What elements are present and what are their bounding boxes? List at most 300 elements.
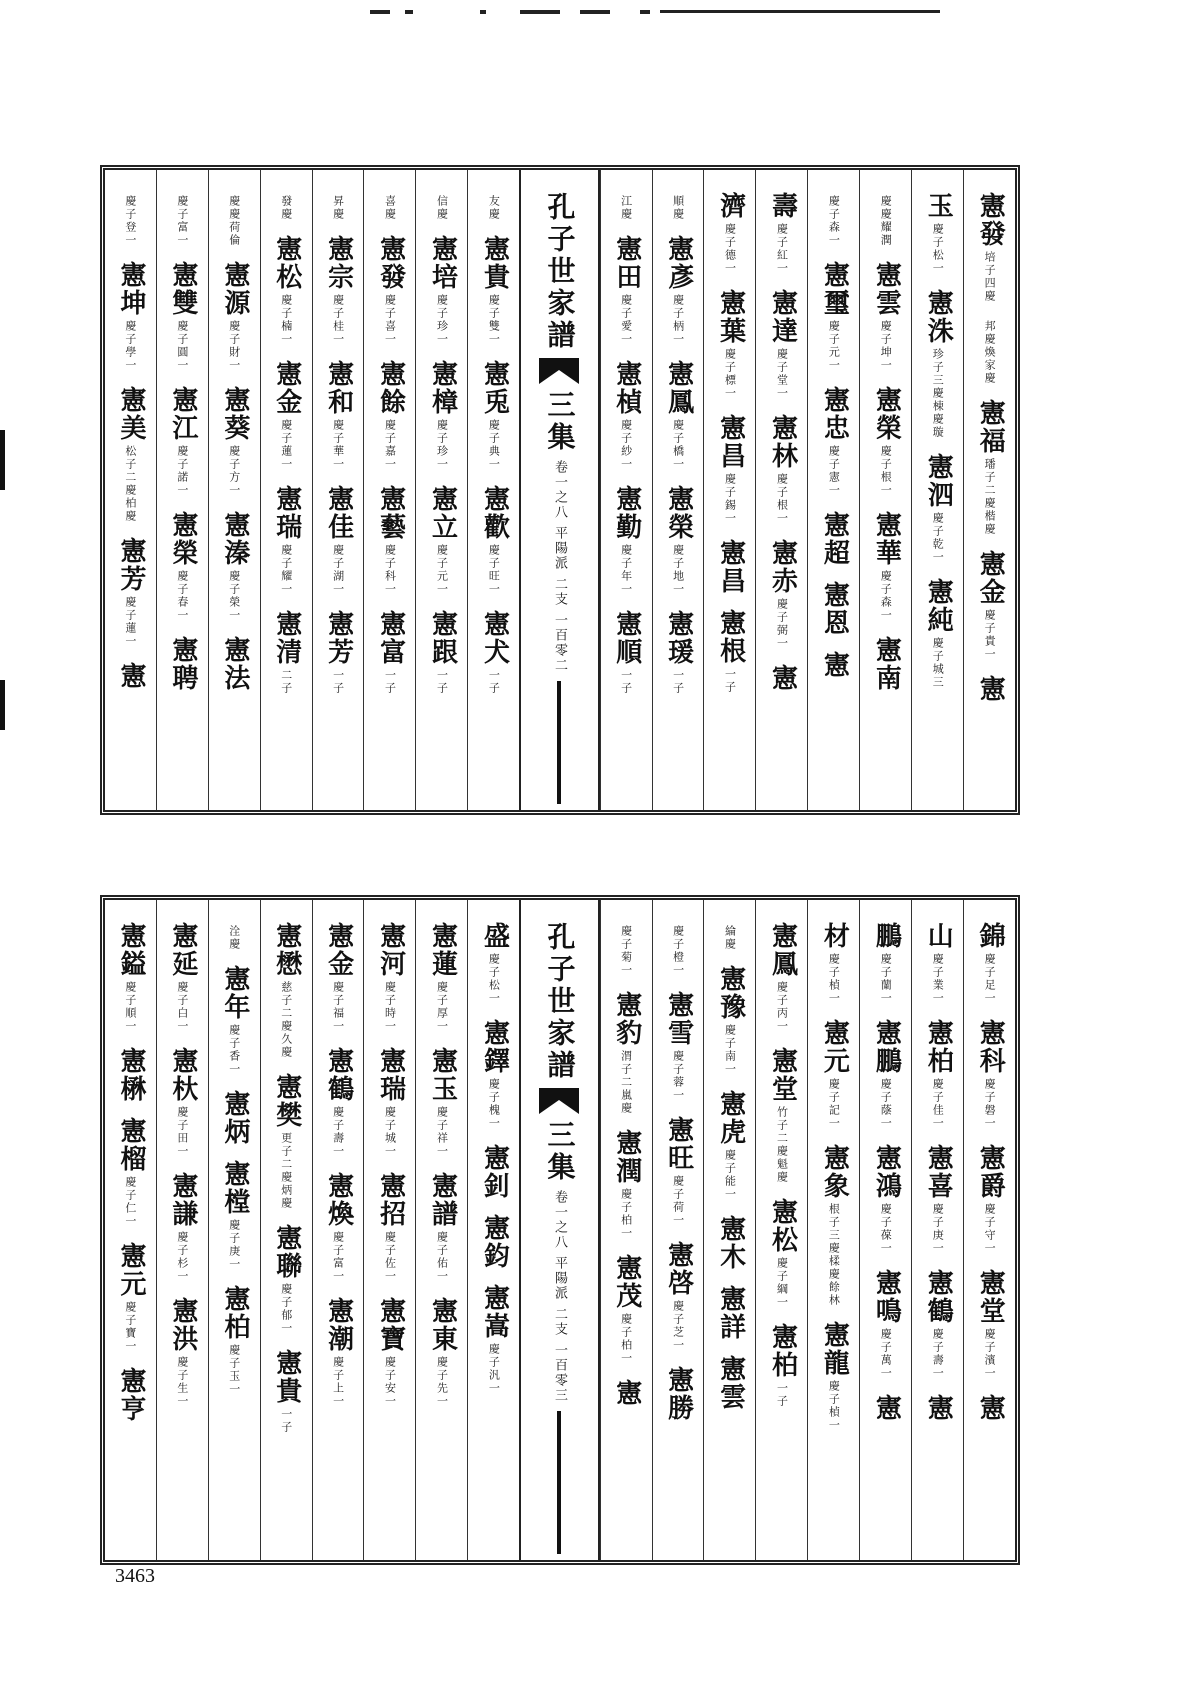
lineage-note: 慶子壽一 (331, 1106, 345, 1158)
lineage-note: 慶子佑一 (435, 1231, 449, 1283)
genealogy-column (859, 900, 911, 1560)
lineage-note: 慶子嘉一 (383, 419, 397, 471)
person-name: 憲樟 (427, 360, 458, 416)
lineage-note: 慶子弼一 (775, 598, 789, 650)
person-name: 憲南 (871, 636, 902, 692)
lineage-note: 慶子旺一 (487, 544, 501, 596)
person-name: 材 (819, 922, 850, 950)
person-name: 憲煥 (323, 1172, 354, 1228)
fish-tail-mark-icon (539, 1088, 579, 1114)
person-name: 憲發 (975, 192, 1006, 248)
person-entry (169, 1297, 196, 1408)
lineage-note: 慶子方一 (227, 445, 241, 497)
lineage-note: 慶子葆一 (879, 1203, 893, 1255)
lineage-note: 慶子福一 (331, 981, 345, 1033)
person-name: 憲鶴 (923, 1269, 954, 1325)
person-name: 憲譜 (427, 1172, 458, 1228)
genealogy-column (807, 900, 859, 1560)
person-entry (323, 1297, 354, 1408)
lineage-note: 慶子磐一 (983, 1078, 997, 1130)
person-name: 憲金 (975, 550, 1006, 606)
lineage-note: 一子 (331, 669, 345, 695)
lineage-note: 慶子庚一 (931, 1203, 945, 1255)
person-name: 憲泗 (923, 453, 954, 509)
person-name: 憲法 (219, 636, 250, 692)
person-entry (331, 192, 344, 221)
person-name: 憲聘 (167, 636, 198, 692)
column-grid (105, 170, 1015, 810)
person-entry (375, 485, 406, 596)
person-entry (221, 1090, 248, 1146)
person-entry (663, 1116, 694, 1227)
person-entry (427, 922, 458, 1033)
person-name: 憲富 (375, 610, 406, 666)
fish-tail-mark-icon (539, 358, 579, 384)
lineage-note: 慶慶荷倫 (227, 195, 241, 247)
person-name: 憲恩 (819, 581, 850, 637)
person-name: 憲忠 (819, 386, 850, 442)
lineage-note: 慶子圓一 (175, 320, 189, 372)
person-entry (479, 360, 510, 471)
lineage-note: 慈子二慶久慶 (279, 981, 293, 1059)
person-name: 憲雲 (715, 1355, 746, 1411)
lineage-note: 慶子橙一 (671, 925, 685, 977)
person-entry (169, 261, 196, 372)
person-name: 憲璽 (819, 261, 850, 317)
genealogy-column (105, 900, 156, 1560)
person-entry (611, 1379, 642, 1407)
lineage-note: 慶子寶一 (123, 1301, 137, 1353)
lineage-note: 慶子香一 (227, 1024, 241, 1076)
lineage-note: 慶子佳一 (931, 1078, 945, 1130)
person-entry (871, 1269, 902, 1380)
person-name: 憲純 (923, 578, 954, 634)
genealogy-column (415, 900, 467, 1560)
genealogy-column (363, 170, 415, 810)
lineage-note: 慶子柏一 (619, 1188, 633, 1240)
person-name: 錦 (975, 922, 1006, 950)
person-name: 憲潮 (323, 1297, 354, 1353)
spine-folio: 一百零三 (551, 1343, 567, 1403)
person-entry (479, 610, 510, 695)
person-entry (715, 192, 746, 275)
person-entry (271, 235, 302, 346)
person-name: 憲貴 (479, 235, 510, 291)
person-name: 憲兎 (479, 360, 510, 416)
lineage-note: 慶子守一 (983, 1203, 997, 1255)
person-entry (819, 1144, 850, 1307)
scan-edge-mark (0, 430, 5, 490)
lineage-note: 慶子珍一 (435, 294, 449, 346)
spine-title: 孔子世家譜 (543, 922, 577, 1082)
person-name: 憲根 (715, 609, 746, 665)
lineage-note: 慶子濱一 (983, 1328, 997, 1380)
lineage-note: 一子 (619, 669, 633, 695)
lineage-note: 慶子湖一 (331, 544, 345, 596)
lineage-note: 慶子庚一 (227, 1219, 241, 1271)
person-entry (221, 386, 248, 497)
genealogy-page-lower (100, 895, 1020, 1565)
person-name: 憲虎 (715, 1090, 746, 1146)
lineage-note: 慶子華一 (331, 419, 345, 471)
person-name: 憲發 (375, 235, 406, 291)
lineage-note: 喜慶 (383, 195, 397, 221)
person-entry (619, 192, 632, 221)
person-name: 憲 (975, 1394, 1006, 1422)
person-name: 憲葉 (715, 289, 746, 345)
person-name: 憲鈞 (479, 1214, 510, 1270)
person-name: 憲杕 (167, 1047, 198, 1103)
lineage-note: 慶子紗一 (619, 419, 633, 471)
lineage-note: 慶子松一 (487, 953, 501, 1005)
person-entry (427, 610, 458, 695)
column-grid (105, 900, 1015, 1560)
person-entry (819, 581, 850, 637)
lineage-note: 慶子生一 (175, 1356, 189, 1408)
lineage-note: 慶子科一 (383, 544, 397, 596)
lineage-note: 慶子仁一 (123, 1176, 137, 1228)
lineage-note: 根子三慶楺慶餘林 (827, 1203, 841, 1307)
person-name: 憲楨 (611, 360, 642, 416)
person-name: 憲歡 (479, 485, 510, 541)
person-entry (124, 192, 137, 247)
person-name: 憲華 (871, 511, 902, 567)
spine-column (519, 170, 599, 810)
person-entry (715, 1285, 746, 1341)
person-entry (117, 1242, 144, 1353)
lineage-note: 慶子登一 (123, 195, 137, 247)
genealogy-column (600, 900, 652, 1560)
lineage-note: 慶子楨一 (827, 953, 841, 1005)
person-entry (271, 610, 302, 695)
person-entry (375, 1047, 406, 1158)
lineage-note: 慶子元一 (435, 544, 449, 596)
person-name: 憲立 (427, 485, 458, 541)
lineage-note: 慶子富一 (175, 195, 189, 247)
lineage-note: 慶子蔭一 (879, 1078, 893, 1130)
person-name: 憲河 (375, 922, 406, 978)
genealogy-column (208, 170, 260, 810)
lineage-note: 慶子綱一 (775, 1257, 789, 1309)
person-name: 憲潤 (611, 1129, 642, 1185)
person-entry (323, 235, 354, 346)
person-name: 憲元 (819, 1019, 850, 1075)
lineage-note: 璠子二慶楷慶 (983, 458, 997, 536)
person-entry (221, 965, 248, 1076)
person-entry (819, 1321, 850, 1432)
person-name: 憲雙 (167, 261, 198, 317)
person-name: 憲松 (767, 1198, 798, 1254)
person-entry (975, 192, 1006, 303)
genealogy-column (467, 170, 519, 810)
lineage-note: 慶子蘭一 (879, 953, 893, 1005)
person-name: 憲瑞 (271, 485, 302, 541)
lineage-note: 慶子珍一 (435, 419, 449, 471)
person-entry (323, 360, 354, 471)
person-name: 憲楙 (115, 1047, 146, 1103)
person-name: 憲東 (427, 1297, 458, 1353)
lineage-note: 慶子蓮一 (279, 419, 293, 471)
person-entry (663, 1241, 694, 1352)
person-entry (663, 485, 694, 596)
person-entry (169, 386, 196, 497)
person-name: 憲源 (219, 261, 250, 317)
person-entry (767, 922, 798, 1033)
person-name: 憲福 (975, 399, 1006, 455)
lineage-note: 慶子森一 (827, 195, 841, 247)
person-name: 憲 (611, 1379, 642, 1407)
person-entry (663, 360, 694, 471)
person-name: 憲柏 (923, 1019, 954, 1075)
person-entry (611, 1129, 642, 1240)
spine-column (519, 900, 599, 1560)
lineage-note: 慶子耀一 (279, 544, 293, 596)
spine-branch: 平陽派 (551, 1256, 567, 1301)
lineage-note: 一子 (279, 1408, 293, 1434)
lineage-note: 慶子厚一 (435, 981, 449, 1033)
person-name: 憲懋 (271, 922, 302, 978)
person-name: 憲餘 (375, 360, 406, 416)
genealogy-column (105, 170, 156, 810)
lineage-note: 慶子汎一 (487, 1343, 501, 1395)
person-name: 憲鳳 (663, 360, 694, 416)
lineage-note: 慶子記一 (827, 1078, 841, 1130)
person-entry (975, 922, 1006, 1005)
lineage-note: 珍子三慶棟慶璇 (931, 348, 945, 439)
person-name: 憲玉 (427, 1047, 458, 1103)
genealogy-page-upper (100, 165, 1020, 815)
person-name: 憲鴻 (871, 1144, 902, 1200)
person-entry (117, 1367, 144, 1423)
person-entry (117, 1117, 144, 1228)
spine-juan: 卷一之八 (551, 1190, 567, 1250)
lineage-note: 慶子楨一 (827, 1380, 841, 1432)
person-name: 憲招 (375, 1172, 406, 1228)
person-entry (923, 1394, 954, 1422)
lineage-note: 一子 (671, 669, 685, 695)
person-entry (715, 539, 746, 595)
person-name: 憲堂 (975, 1269, 1006, 1325)
person-entry (923, 1019, 954, 1130)
lineage-note: 一子 (383, 669, 397, 695)
person-name: 憲田 (611, 235, 642, 291)
person-entry (375, 922, 406, 1033)
genealogy-column (467, 900, 519, 1560)
person-name: 憲樘 (219, 1160, 250, 1216)
genealogy-column (156, 900, 208, 1560)
lineage-note: 更子二慶炳慶 (279, 1132, 293, 1210)
lineage-note: 慶慶耀潤 (879, 195, 893, 247)
person-name: 憲 (115, 662, 146, 690)
lineage-note: 慶子荷一 (671, 1175, 685, 1227)
lineage-note: 慶子典一 (487, 419, 501, 471)
person-name: 憲跟 (427, 610, 458, 666)
person-entry (323, 1047, 354, 1158)
person-entry (611, 991, 642, 1115)
genealogy-column (260, 170, 312, 810)
person-entry (715, 1090, 746, 1201)
lineage-note: 竹子二慶魁慶 (775, 1106, 789, 1184)
genealogy-column (415, 170, 467, 810)
person-name: 憲金 (271, 360, 302, 416)
person-entry (819, 651, 850, 679)
person-name: 憲樊 (271, 1073, 302, 1129)
person-entry (827, 192, 840, 247)
person-entry (871, 386, 902, 497)
lineage-note: 慶子業一 (931, 953, 945, 1005)
genealogy-column (652, 900, 704, 1560)
person-name: 憲 (923, 1394, 954, 1422)
person-name: 憲溱 (219, 511, 250, 567)
person-entry (975, 550, 1006, 661)
person-name: 憲 (975, 675, 1006, 703)
person-name: 憲培 (427, 235, 458, 291)
person-entry (611, 1254, 642, 1365)
person-name: 憲鶴 (323, 1047, 354, 1103)
lineage-note: 邦慶煥家慶 (983, 320, 997, 385)
person-name: 憲瑞 (375, 1047, 406, 1103)
person-entry (619, 922, 632, 977)
lineage-note: 慶子安一 (383, 1356, 397, 1408)
person-name: 憲超 (819, 511, 850, 567)
person-name: 憲雪 (663, 991, 694, 1047)
lineage-note: 慶子憲一 (827, 445, 841, 497)
lineage-note: 慶子喜一 (383, 294, 397, 346)
person-entry (923, 192, 954, 275)
person-name: 憲旺 (663, 1116, 694, 1172)
lineage-note: 慶子佐一 (383, 1231, 397, 1283)
person-entry (117, 261, 144, 372)
person-entry (169, 1047, 196, 1158)
lineage-note: 培子四慶 (983, 251, 997, 303)
genealogy-column (755, 900, 807, 1560)
page-number: 3463 (115, 1565, 155, 1587)
person-entry (479, 235, 510, 346)
lineage-note: 慶子愛一 (619, 294, 633, 346)
lineage-note: 慶子杉一 (175, 1231, 189, 1283)
person-name: 憲洙 (923, 289, 954, 345)
lineage-note: 慶子諾一 (175, 445, 189, 497)
person-name: 憲鵬 (871, 1019, 902, 1075)
person-entry (427, 235, 458, 346)
person-entry (375, 360, 406, 471)
person-name: 憲柏 (767, 1323, 798, 1379)
person-entry (323, 610, 354, 695)
lineage-note: 一子 (723, 668, 737, 694)
lineage-note: 渭子二嵐慶 (619, 1050, 633, 1115)
person-entry (767, 1323, 798, 1408)
lineage-note: 慶子年一 (619, 544, 633, 596)
person-name: 憲順 (611, 610, 642, 666)
lineage-note: 慶子雙一 (487, 294, 501, 346)
genealogy-column (260, 900, 312, 1560)
person-entry (169, 922, 196, 1033)
person-entry (228, 922, 241, 951)
person-entry (611, 485, 642, 596)
person-entry (479, 1214, 510, 1270)
person-name: 憲犬 (479, 610, 510, 666)
person-entry (975, 1394, 1006, 1422)
lineage-note: 慶子城一 (383, 1106, 397, 1158)
genealogy-column (363, 900, 415, 1560)
person-entry (271, 1224, 302, 1335)
person-entry (221, 1160, 248, 1271)
person-name: 憲芳 (115, 537, 146, 593)
person-name: 憲佳 (323, 485, 354, 541)
lineage-note: 慶子芝一 (671, 1300, 685, 1352)
lineage-note: 慶子錫一 (723, 473, 737, 525)
person-entry (323, 485, 354, 596)
lineage-note: 一子 (775, 1382, 789, 1408)
person-entry (169, 636, 196, 692)
person-entry (427, 360, 458, 471)
person-name: 憲達 (767, 289, 798, 345)
person-name: 憲科 (975, 1019, 1006, 1075)
lineage-note: 慶子先一 (435, 1356, 449, 1408)
lineage-note: 慶子富一 (331, 1231, 345, 1283)
genealogy-column (703, 900, 755, 1560)
person-entry (715, 965, 746, 1076)
person-name: 憲堂 (767, 1047, 798, 1103)
person-name: 憲蓮 (427, 922, 458, 978)
lineage-note: 洤慶 (227, 925, 241, 951)
lineage-note: 慶子槐一 (487, 1078, 501, 1130)
person-name: 盛 (479, 922, 510, 950)
lineage-note: 慶子蓮一 (123, 596, 137, 648)
spine-rule (557, 681, 561, 804)
person-name: 憲榮 (167, 511, 198, 567)
lineage-note: 江慶 (619, 195, 633, 221)
lineage-note: 慶子桂一 (331, 294, 345, 346)
person-name: 玉 (923, 192, 954, 220)
person-name: 憲 (819, 651, 850, 679)
person-name: 壽 (767, 192, 798, 220)
person-name: 憲藝 (375, 485, 406, 541)
person-entry (271, 922, 302, 1059)
person-name: 憲詳 (715, 1285, 746, 1341)
person-entry (975, 675, 1006, 703)
lineage-note: 慶子柏一 (619, 1313, 633, 1365)
genealogy-column (963, 170, 1015, 810)
lineage-note: 信慶 (435, 195, 449, 221)
person-name: 憲彥 (663, 235, 694, 291)
spine-branch: 平陽派 (551, 526, 567, 571)
person-name: 憲洪 (167, 1297, 198, 1353)
lineage-note: 順慶 (671, 195, 685, 221)
person-entry (611, 360, 642, 471)
person-name: 憲爵 (975, 1144, 1006, 1200)
lineage-note: 發慶 (279, 195, 293, 221)
person-entry (871, 1144, 902, 1255)
person-entry (715, 289, 746, 400)
lineage-note: 慶子時一 (383, 981, 397, 1033)
lineage-note: 慶子根一 (775, 473, 789, 525)
spine-zhi: 二支 (551, 577, 567, 607)
person-name: 憲林 (767, 414, 798, 470)
lineage-note: 慶子春一 (175, 570, 189, 622)
person-name: 憲豫 (715, 965, 746, 1021)
person-entry (479, 1144, 510, 1200)
person-name: 山 (923, 922, 954, 950)
person-entry (117, 1047, 144, 1103)
person-entry (479, 922, 510, 1005)
person-name: 憲昌 (715, 539, 746, 595)
person-entry (975, 1144, 1006, 1255)
person-name: 憲木 (715, 1215, 746, 1271)
lineage-note: 慶子坤一 (879, 320, 893, 372)
person-entry (435, 192, 448, 221)
person-entry (117, 386, 144, 523)
